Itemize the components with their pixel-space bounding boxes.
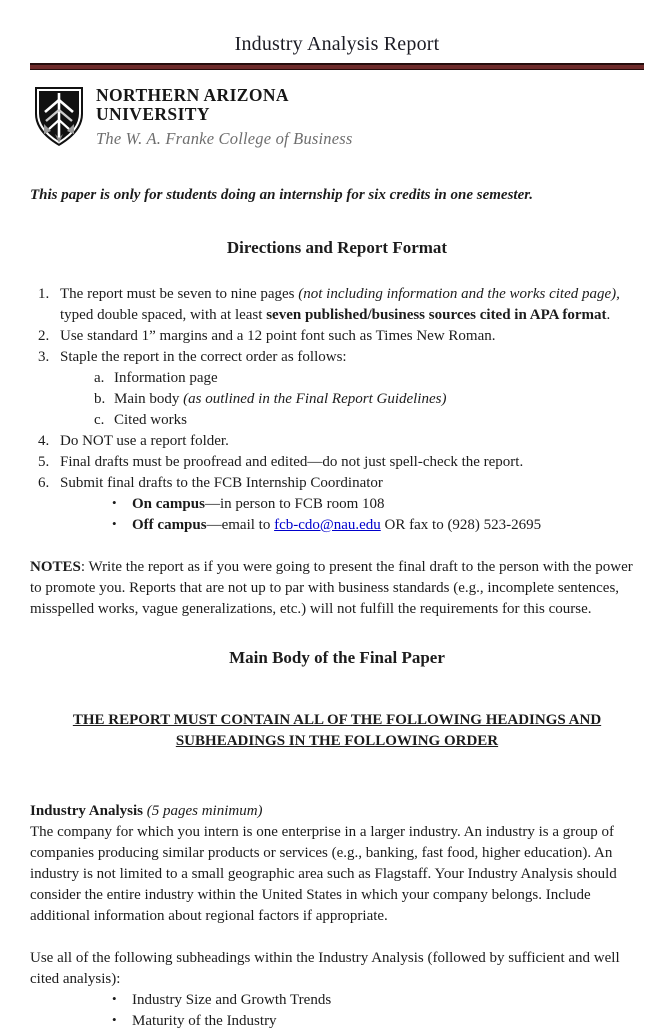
- bullet-item: [30, 494, 644, 515]
- directions-heading: Directions and Report Format: [226, 238, 448, 257]
- bullet-item: [30, 990, 644, 1011]
- subheadings-intro: Use all of the following subheadings within the Industry Analysis (followed by sufficient and well cited analysis):: [30, 950, 620, 988]
- bullet-marker: •: [112, 494, 117, 510]
- list-item: [30, 452, 644, 473]
- bullet-marker: •: [112, 1012, 117, 1028]
- list-item-text: Final drafts must be proofread and edited—do not just spell-check the report.: [60, 453, 524, 470]
- list-item: [30, 431, 644, 452]
- bullet-marker: •: [112, 515, 117, 531]
- text-run-italic: (5 pages minimum): [142, 803, 263, 820]
- text-run: typed double spaced, with at least: [60, 306, 267, 323]
- sub-item-text: Information page: [114, 369, 218, 386]
- bullet-text: [132, 515, 644, 536]
- industry-analysis-paragraph: The company for which you intern is one enterprise in a larger industry. An industry is a group of companies producing similar products or services (e.g., banking, fast food, higher education). An industry is not limited to a small geographic area such as Flagstaff. Your Industry Analysis should consider the entire industry within the United States in which your company belongs. Include additional information about regional factors if appropriate.: [30, 824, 617, 925]
- intro-note: This paper is only for students doing an internship for six credits in one semester.: [30, 187, 533, 203]
- sub-list-item: [30, 368, 644, 389]
- subheadings-list: [30, 990, 644, 1032]
- list-item: [30, 284, 644, 326]
- text-run: —in person to FCB room 108: [204, 495, 385, 512]
- list-item-text: Do NOT use a report folder.: [60, 432, 229, 449]
- list-item: [30, 347, 644, 368]
- text-run: OR fax to (928) 523-2695: [380, 516, 542, 533]
- text-run: .: [606, 306, 611, 323]
- page-title: Industry Analysis Report: [234, 33, 440, 55]
- main-body-heading: Main Body of the Final Paper: [229, 647, 445, 667]
- university-logo: [32, 84, 644, 155]
- bullet-text: [132, 494, 644, 515]
- header-divider: [30, 63, 644, 70]
- college-name: The W. A. Franke College of Business: [96, 128, 353, 148]
- email-link[interactable]: fcb-cdo@nau.edu: [274, 516, 381, 533]
- list-item-number: 5.: [38, 453, 50, 470]
- text-run-bold: On campus: [132, 495, 205, 512]
- text-run-italic: (as outlined in the Final Report Guidelines): [183, 390, 447, 407]
- list-item-number: 6.: [38, 474, 50, 491]
- university-name-line2: UNIVERSITY: [96, 104, 210, 125]
- list-item-text: [60, 284, 644, 326]
- bullet-text: Maturity of the Industry: [132, 1013, 277, 1030]
- list-item-number: 4.: [38, 432, 50, 449]
- sub-item-letter: a.: [94, 369, 105, 386]
- text-run-italic: (not including information and the works cited page),: [298, 285, 620, 302]
- notes-text: : Write the report as if you were going to present the final draft to the person with the power to promote you. Reports that are not up to par with business standards (e.g., incomplete sentences, misspelled works, vague generalizations, etc.) will not fulfill the requirements for this course.: [30, 558, 633, 617]
- text-run-bold: Off campus: [132, 516, 207, 533]
- notes-label: NOTES: [30, 558, 81, 575]
- list-item: [30, 473, 644, 494]
- industry-analysis-heading: [30, 801, 644, 822]
- notes-paragraph: [30, 557, 644, 620]
- list-item: [30, 326, 644, 347]
- list-item-number: 2.: [38, 327, 50, 344]
- list-item-number: 1.: [38, 285, 50, 302]
- text-run: —email to: [206, 516, 275, 533]
- sub-list-item: [30, 410, 644, 431]
- requirement-statement: THE REPORT MUST CONTAIN ALL OF THE FOLLOWING HEADINGS AND SUBHEADINGS IN THE FOLLOWING ORDER: [72, 711, 602, 750]
- list-item-text: Submit final drafts to the FCB Internship Coordinator: [60, 474, 383, 491]
- nau-shield-icon: [32, 84, 86, 155]
- text-run-bold: Industry Analysis: [30, 803, 143, 820]
- bullet-item: [30, 1011, 644, 1032]
- list-item-text: Staple the report in the correct order as follows:: [60, 348, 347, 365]
- text-run-bold: seven published/business sources cited in APA format: [266, 306, 607, 323]
- sub-item-letter: c.: [94, 411, 105, 428]
- list-item-text: Use standard 1” margins and a 12 point font such as Times New Roman.: [60, 327, 496, 344]
- university-wordmark: [96, 84, 353, 150]
- list-item-number: 3.: [38, 348, 50, 365]
- text-run: The report must be seven to nine pages: [60, 285, 299, 302]
- sub-item-text: [114, 389, 644, 410]
- directions-list: [30, 284, 644, 536]
- bullet-item: [30, 515, 644, 536]
- sub-list-item: [30, 389, 644, 410]
- text-run: Main body: [114, 390, 184, 407]
- bullet-text: Industry Size and Growth Trends: [132, 992, 332, 1009]
- university-name-line1: NORTHERN ARIZONA: [96, 85, 289, 105]
- sub-item-text: Cited works: [114, 411, 187, 428]
- sub-item-letter: b.: [94, 390, 106, 407]
- industry-analysis-section: [30, 801, 644, 1032]
- bullet-marker: •: [112, 991, 117, 1007]
